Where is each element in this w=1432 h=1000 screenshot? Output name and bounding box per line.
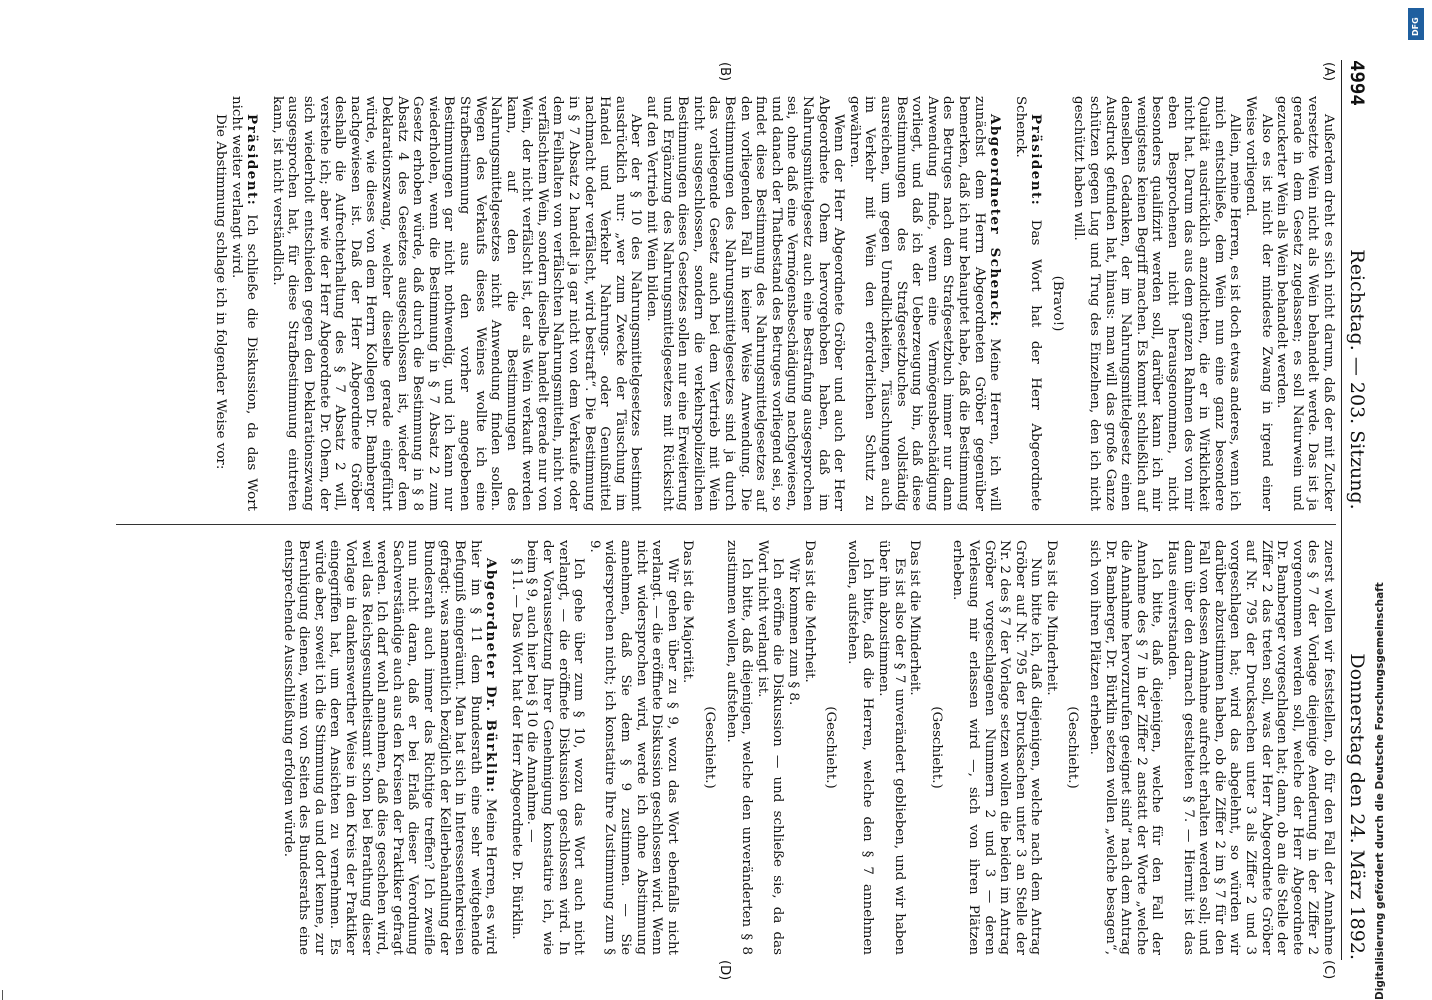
dfg-logo [1408, 8, 1424, 40]
left-column [126, 96, 1336, 511]
paragraph: § 11. — Das Wort hat der Herr Abgeordnete Dr. Bürklin. [508, 558, 524, 940]
procedure-note: (Geschieht.) [702, 706, 718, 789]
applause-note: (Bravo!) [1049, 275, 1065, 332]
margin-marker-a: (A) [1321, 62, 1336, 82]
paragraph: Ich bitte, daß diejenigen, welche für den Fall der Annahme des § 7 in der Ziffer 2 anstatt der Worte „welche die Annahme hervorzurufen geeignet sind“ nach dem Antrag Dr. Bamberger, Dr. Bürklin setzen wollen „welche besagen“, sich von ihren Plätzen erheben. [1087, 540, 1165, 955]
paragraph: Die Abstimmung schlage ich in folgender Weise vor: [213, 114, 229, 470]
paragraph: Das ist die Mehrheit. [801, 540, 817, 683]
speaker-name: Präsident: [1028, 114, 1045, 207]
paragraph: Aber der § 10 des Nahrungsmittelgesetzes bestimmt ausdrücklich nur: „wer zum Zwecke der Täuschung im Handel und Verkehr Nahrungs- oder Genußmittel nachmacht oder verfälscht, wird bestraft“. Die Bestimmung in § 7 Absatz 2 handelt ja gar nicht von dem Verkaufe oder dem Feilhalten von verfälschten Nahrungsmitteln, nicht von verfälschtem Wein, sondern dieselbe handelt gerade nur von Wein, der nicht verfälscht ist, der als Wein verkauft werden kann, auf den die Bestimmungen des Nahrungsmittelgesetzes nicht Anwendung finden sollen. Wegen des Verkaufs dieses Weines wollte ich eine Strafbestimmung aus den vorher angegebenen Bestimmungen gar nicht nothwendig, und ich kann nur wiederholen, wenn die Bestimmung in § 7 Absatz 2 zum Gesetz erhoben würde, daß durch die Bestimmung in § 8 Absatz 4 des Gesetzes ausgeschlossen ist, wieder dem Deklarationszwang, welcher dieselbe gerade eingeführt würde, wie dieses von dem Herrn Kollegen Dr. Bamberger nachgewiesen ist. Daß der Herr Abgeordnete Gröber deshalb die Aufrechterhaltung des § 7 Absatz 2 will, verstehe ich; aber wie der Herr Abgeordnete Dr. Ohem, der sich wiederholt entschieden gegen den Deklarationszwang ausgesprochen hat, für diese Strafbestimmung eintreten kann, ist nicht verständlich. [269, 96, 644, 511]
procedure-note: (Geschieht.) [928, 706, 944, 789]
header-right-title: Donnerstag den 24. März 1892. [1346, 653, 1368, 960]
paragraph: Das ist die Minderheit. [1043, 540, 1059, 696]
dfg-logo-text: DFG [1411, 17, 1420, 36]
paragraph: zuerst wollen wir feststellen, ob für den Fall der Annahme des § 7 der Vorlage diejenige Aenderung in der Ziffer 2 vorgenommen werden soll, welche der Herr Abgeordnete Dr. Bamberger vorgeschlagen hat; dann, ob an die Stelle der Ziffer 2 das treten soll, was der Herr Abgeordnete Gröber auf Nr. 795 der Drucksachen unter 3 als Ziffer 2 und 3 vorgeschlagen hat; wird das abgelehnt, so würden wir darüber abzustimmen haben, ob die Ziffer 2 im § 7 für den Fall von dessen Annahme aufrecht erhalten werden soll; und dann über den darnach gestalteten § 7. — Hiermit ist das Haus einverstanden. [1165, 540, 1336, 955]
scan-mark [2, 990, 3, 1000]
margin-marker-b: (B) [717, 62, 732, 82]
speaker-paragraph [228, 96, 259, 511]
page-number: 4994 [1346, 60, 1368, 106]
paragraph: Das ist die Majorität. [680, 540, 696, 684]
right-column [116, 540, 1336, 955]
column-divider [116, 524, 1336, 525]
paragraph: Es ist also der § 7 unverändert geblieben, und wir haben über ihn abzustimmen. [875, 540, 907, 955]
paragraph: Ich eröffne die Diskussion — und schließe sie, da das Wort nicht verlangt ist. [754, 540, 786, 955]
speaker-name: Präsident: [244, 114, 261, 207]
paragraph: Außerdem dreht es sich nicht darum, daß der mit Zucker versetzte Wein nicht als Wein behandelt werde. Das ist ja gerade in dem Gesetz zugelassen; es soll Naturwein und gezuckerter Wein als Wein behandelt werden. [1274, 96, 1336, 511]
speaker-paragraph [280, 540, 498, 955]
paragraph-text: Meine Herren, es wird hier im § 11 dem Bundesrath eine sehr weitgehende Befugniß eingeräumt. Man hat sich in Interessentenkreisen gefragt: was namentlich bezüglich der Kellerbehandlung der Bundesrath auch immer das Richtige treffen? Ich zweifle nun nicht daran, daß er bei Erlaß dieser Verordnung Sachverständige auch aus den Kreisen der Praktiker gefragt werden. Ich darf wohl annehmen, daß dies geschehen wird, weil das Reichsgesundheitsamt schon bei Berathung dieser Vorlage in dankenswerther Weise in den Kreis der Praktiker eingegriffen hat, um deren Ansichten zu vernehmen. Es würde aber, soweit ich die Stimmung da und dort kenne, zur Beruhigung dienen, wenn von Seiten des Bundesraths eine entsprechende Ausschließung erfolgen würde. [280, 540, 499, 955]
header-left-title: Reichstag. — 203. Sitzung. [1346, 249, 1368, 510]
margin-marker-d: (D) [717, 960, 732, 981]
paragraph: Wir kommen zum § 8. [786, 558, 801, 706]
paragraph-text: Ich schließe die Diskussion, da das Wort nicht weiter verlangt wird. [228, 96, 260, 511]
paragraph: Das ist die Minderheit. [907, 540, 923, 696]
paragraph: Ich bitte, daß diejenigen, welche den unveränderten § 8 zustimmen wollen, aufstehen. [723, 540, 755, 955]
paragraph: Wenn der Herr Abgeordnete Gröber und auch der Herr Abgeordnete Ohem hervorgehoben haben, daß im Nahrungsmittelgesetz auch eine Bestrafung ausgesprochen sei, ohne daß eine Vermögensbeschädigung nachgewiesen, und danach der Thatbestand des Betruges vorliegend sei, so findet diese Bestimmung des Nahrungsmittelgesetzes auf den vorliegenden Fall in keiner Weise Anwendung. Die Bestimmungen des Nahrungsmittelgesetzes sind ja durch das vorliegende Gesetz auch bei dem Vertrieb mit Wein nicht ausgeschlossen, sondern die verkehrspolizeilichen Bestimmungen dieses Gesetzes sollen nur eine Erweiterung und Ergänzung des Nahrungsmittelgesetzes mit Rücksicht auf den Vertrieb mit Wein bilden. [644, 96, 847, 511]
procedure-note: (Geschieht.) [1065, 706, 1081, 789]
paragraph-text: Meine Herren, ich will zunächst dem Herrn Abgeordneten Gröber gegenüber bemerken, daß ich nur behauptet habe, daß die Bestimmung des Betruges nach dem Strafgesetzbuch immer nur dann Anwendung finde, wenn eine Vermögensbeschädigung vorliegt, und daß ich der Ueberzeugung bin, daß diese Bestimmungen des Strafgesetzbuches vollständig ausreichen, um gegen Unredlichkeiten, Täuschungen auch im Verkehr mit Wein den erforderlichen Schutz zu gewähren. [846, 96, 1003, 511]
speaker-paragraph [846, 96, 1002, 511]
speaker-paragraph [1012, 96, 1043, 511]
paragraph-text: Das Wort hat der Herr Abgeordnete Schenck. [1012, 96, 1044, 511]
paragraph: Ich bitte, daß die Herren, welche den § 7 annehmen wollen, aufstehen. [844, 540, 876, 955]
digitization-note-text: Digitalisierung gefördert durch die Deutsche Forschungsgemeinschaft [1374, 582, 1386, 1000]
speaker-name: Abgeordneter Schenck: [987, 114, 1004, 328]
speaker-name: Abgeordneter Dr. Bürklin: [483, 558, 500, 794]
paragraph: Wir gehen über zu § 9, wozu das Wort ebenfalls nicht verlangt. — die eröffnete Diskussion geschlossen wird. Wenn nicht widersprochen wird, werde ich ohne Abstimmung annehmen, daß Sie dem § 9 zustimmen. — Sie widersprechen nicht; ich konstatire Ihre Zustimmung zum § 9. [586, 540, 680, 955]
paragraph: Ich gehe über zum § 10, wozu das Wort auch nicht verlangt, — die eröffnete Diskussion geschlossen wird. In der Voraussetzung Ihrer Genehmigung konstatire ich, wie beim § 9, auch hier bei § 10 die Annahme. — [524, 540, 587, 955]
paragraph: Also es ist nicht der mindeste Zwang in irgend einer Weise vorliegend. [1243, 96, 1274, 511]
margin-marker-c: (C) [1321, 960, 1336, 980]
digitization-note [1366, 10, 1396, 1000]
procedure-note: (Geschieht.) [823, 706, 839, 789]
paragraph: Nun bitte ich, daß diejenigen, welche nach dem Antrag Gröber auf Nr. 795 der Drucksachen unter 3 an Stelle der Nr. 2 des § 7 der Vorlage setzen wollen die beiden im Antrag Gröber vorgeschlagenen Nummern 2 und 3 — deren Verlesung mir erlassen wird —, sich von ihren Plätzen erheben. [950, 540, 1044, 955]
paragraph: Allein, meine Herren, es ist doch etwas anderes, wenn ich mich entschließe, dem Wein nun eine ganz besondere Qualität ausdrücklich anzudichten, die er in Wirklichkeit nicht hat. Darum das aus dem ganzen Rahmen des von mir eben Besprochenen nicht herausgenommen, nicht besonders qualifizirt werden soll, darüber kann ich mir wenigstens keinen Begriff machen. Es kommt schließlich auf denselben Gedanken, der im Nahrungsmittelgesetz einen Ausdruck gefunden hat, hinaus: man will das große Ganze schützen gegen Lug und Trug des Einzelnen, den ich nicht geschützt haben will. [1071, 96, 1243, 511]
